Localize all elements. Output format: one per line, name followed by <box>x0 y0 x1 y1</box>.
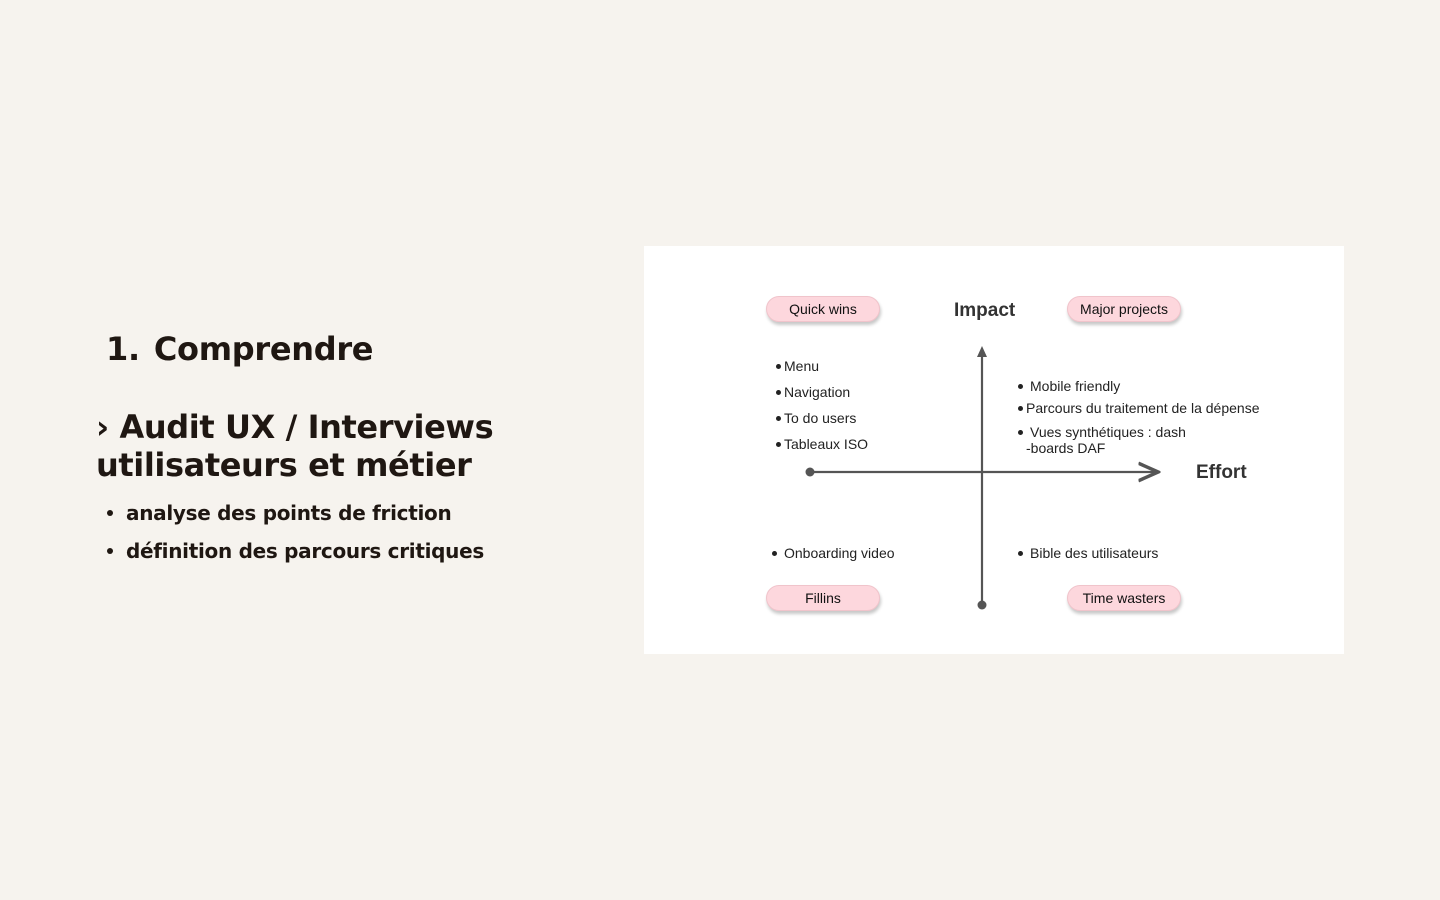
list-item: Onboarding video <box>772 545 895 561</box>
subtitle-line-2: utilisateurs et métier <box>96 446 472 484</box>
list-item: Menu <box>776 358 819 374</box>
quadrant-label-fillins: Fillins <box>766 585 880 611</box>
list-item: Navigation <box>776 384 850 400</box>
list-item: To do users <box>776 410 856 426</box>
y-axis-arrowhead <box>977 346 987 357</box>
bullet-icon <box>776 442 781 447</box>
list-item: Mobile friendly <box>1018 378 1120 394</box>
subtitle <box>96 408 493 484</box>
bullet-icon <box>772 551 777 556</box>
list-item: définition des parcours critiques <box>106 532 484 570</box>
list-item: analyse des points de friction <box>106 494 484 532</box>
bullet-icon <box>776 364 781 369</box>
y-axis-label: Impact <box>954 300 1016 321</box>
y-axis-origin-dot <box>978 601 987 610</box>
section-number: 1. <box>106 330 140 368</box>
list-item: Tableaux ISO <box>776 436 868 452</box>
list-item: Parcours du traitement de la dépense <box>1018 400 1259 416</box>
x-axis-label: Effort <box>1196 462 1247 483</box>
section-heading <box>106 330 373 368</box>
quadrant-label-quick-wins: Quick wins <box>766 296 880 322</box>
bullet-icon <box>1018 430 1023 435</box>
section-title: Comprendre <box>153 330 374 368</box>
list-item: Vues synthétiques : dash <box>1018 424 1186 440</box>
list-item: Bible des utilisateurs <box>1018 545 1158 561</box>
bullet-icon <box>776 416 781 421</box>
subtitle-line-1: › Audit UX / Interviews <box>96 408 494 446</box>
bullet-icon <box>776 390 781 395</box>
quadrant-label-major-projects: Major projects <box>1067 296 1181 322</box>
bullet-icon <box>1018 406 1023 411</box>
bullet-icon <box>1018 551 1023 556</box>
impact-effort-matrix <box>644 246 1344 654</box>
bullet-icon <box>107 510 113 516</box>
list-item-continuation: -boards DAF <box>1026 440 1106 456</box>
x-axis-origin-dot <box>806 468 815 477</box>
bullet-icon <box>107 548 113 554</box>
quadrant-label-time-wasters: Time wasters <box>1067 585 1181 611</box>
bullet-icon <box>1018 384 1023 389</box>
bullet-list <box>106 494 484 570</box>
